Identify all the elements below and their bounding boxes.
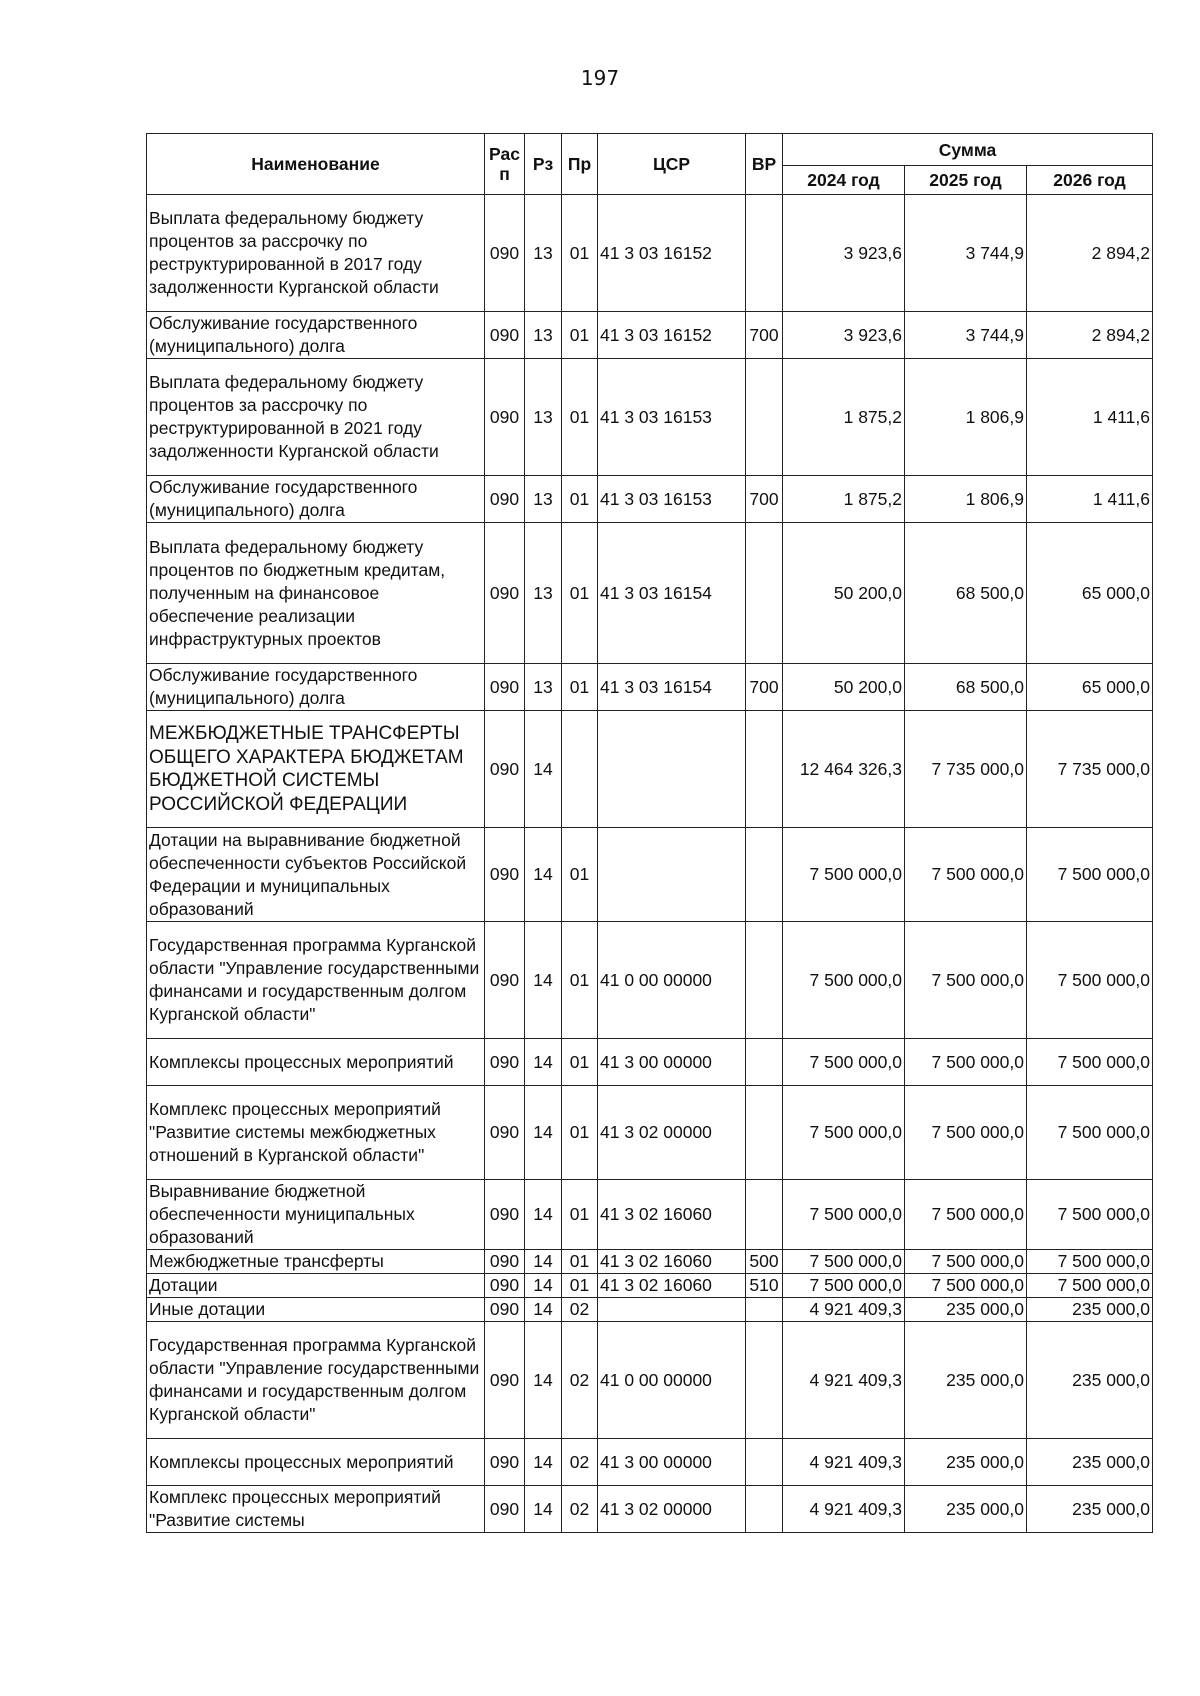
table-row (147, 828, 1153, 922)
row-sum-2025: 68 500,0 (905, 523, 1027, 664)
header-summa: Сумма (783, 134, 1153, 166)
row-vr (746, 1180, 783, 1250)
row-name: Обслуживание государственного (муниципального) долга (147, 312, 485, 359)
row-sum-2024: 7 500 000,0 (783, 1039, 905, 1086)
row-vr (746, 1298, 783, 1322)
table-row (147, 1322, 1153, 1439)
table-row (147, 1298, 1153, 1322)
row-sum-2025: 7 500 000,0 (905, 922, 1027, 1039)
row-rasp: 090 (485, 523, 525, 664)
row-rz: 14 (525, 1039, 562, 1086)
row-sum-2025: 7 500 000,0 (905, 1274, 1027, 1298)
row-rz: 13 (525, 523, 562, 664)
row-name: Дотации на выравнивание бюджетной обеспеченности субъектов Российской Федерации и муниципальных образований (147, 828, 485, 922)
row-csr: 41 3 03 16152 (598, 195, 746, 312)
table-row (147, 476, 1153, 523)
row-name: Государственная программа Курганской области "Управление государственными финансами и государственным долгом Курганской области" (147, 1322, 485, 1439)
row-sum-2026: 7 500 000,0 (1027, 922, 1153, 1039)
row-vr (746, 359, 783, 476)
row-sum-2026: 2 894,2 (1027, 195, 1153, 312)
row-pr: 01 (562, 1180, 598, 1250)
row-sum-2024: 7 500 000,0 (783, 1274, 905, 1298)
table-row (147, 1250, 1153, 1274)
row-rz: 14 (525, 1486, 562, 1533)
row-sum-2025: 7 500 000,0 (905, 1039, 1027, 1086)
row-sum-2024: 1 875,2 (783, 476, 905, 523)
row-rz: 14 (525, 922, 562, 1039)
table-row (147, 664, 1153, 711)
row-rz: 14 (525, 1250, 562, 1274)
row-rasp: 090 (485, 1180, 525, 1250)
row-rz: 14 (525, 1298, 562, 1322)
row-rasp: 090 (485, 1298, 525, 1322)
row-csr: 41 0 00 00000 (598, 922, 746, 1039)
row-rasp: 090 (485, 664, 525, 711)
row-rz: 14 (525, 1322, 562, 1439)
row-pr: 01 (562, 1274, 598, 1298)
row-rasp: 090 (485, 476, 525, 523)
row-sum-2025: 1 806,9 (905, 476, 1027, 523)
row-sum-2024: 12 464 326,3 (783, 711, 905, 828)
row-vr (746, 523, 783, 664)
row-sum-2025: 7 500 000,0 (905, 1086, 1027, 1180)
row-rasp: 090 (485, 312, 525, 359)
row-sum-2026: 7 500 000,0 (1027, 1039, 1153, 1086)
row-sum-2026: 235 000,0 (1027, 1298, 1153, 1322)
table-row (147, 1486, 1153, 1533)
row-sum-2026: 7 500 000,0 (1027, 1250, 1153, 1274)
row-sum-2025: 68 500,0 (905, 664, 1027, 711)
row-sum-2026: 7 500 000,0 (1027, 1274, 1153, 1298)
row-vr (746, 711, 783, 828)
row-rasp: 090 (485, 1322, 525, 1439)
header-rasp: Рас п (485, 134, 525, 195)
table-row (147, 1439, 1153, 1486)
row-name: Межбюджетные трансферты (147, 1250, 485, 1274)
row-csr (598, 828, 746, 922)
row-sum-2024: 4 921 409,3 (783, 1298, 905, 1322)
table-row (147, 195, 1153, 312)
table-body (147, 195, 1153, 1533)
row-csr: 41 3 03 16154 (598, 664, 746, 711)
row-sum-2026: 65 000,0 (1027, 664, 1153, 711)
row-csr: 41 3 03 16153 (598, 359, 746, 476)
row-sum-2024: 4 921 409,3 (783, 1486, 905, 1533)
table-row (147, 711, 1153, 828)
row-sum-2026: 7 500 000,0 (1027, 828, 1153, 922)
row-vr: 500 (746, 1250, 783, 1274)
header-name: Наименование (147, 134, 485, 195)
row-rz: 14 (525, 828, 562, 922)
header-year-2026: 2026 год (1027, 166, 1153, 195)
row-name: Государственная программа Курганской области "Управление государственными финансами и государственным долгом Курганской области" (147, 922, 485, 1039)
row-sum-2024: 7 500 000,0 (783, 828, 905, 922)
row-vr (746, 1439, 783, 1486)
row-sum-2026: 65 000,0 (1027, 523, 1153, 664)
row-sum-2026: 1 411,6 (1027, 476, 1153, 523)
row-sum-2024: 50 200,0 (783, 523, 905, 664)
row-csr (598, 711, 746, 828)
row-sum-2024: 4 921 409,3 (783, 1322, 905, 1439)
header-year-2024: 2024 год (783, 166, 905, 195)
row-pr: 01 (562, 1086, 598, 1180)
row-rasp: 090 (485, 195, 525, 312)
header-csr: ЦСР (598, 134, 746, 195)
row-rz: 13 (525, 664, 562, 711)
row-csr: 41 3 02 16060 (598, 1274, 746, 1298)
row-rz: 13 (525, 359, 562, 476)
row-name: Выплата федеральному бюджету процентов за рассрочку по реструктурированной в 2021 году задолженности Курганской области (147, 359, 485, 476)
row-sum-2024: 50 200,0 (783, 664, 905, 711)
table-row (147, 922, 1153, 1039)
row-rasp: 090 (485, 922, 525, 1039)
row-sum-2025: 7 500 000,0 (905, 1250, 1027, 1274)
table-row (147, 1039, 1153, 1086)
row-sum-2026: 235 000,0 (1027, 1439, 1153, 1486)
row-pr: 01 (562, 1039, 598, 1086)
row-csr: 41 3 03 16154 (598, 523, 746, 664)
row-vr (746, 195, 783, 312)
budget-table (146, 133, 1153, 1533)
row-sum-2026: 2 894,2 (1027, 312, 1153, 359)
row-name: Комплекс процессных мероприятий "Развитие системы (147, 1486, 485, 1533)
row-sum-2025: 235 000,0 (905, 1322, 1027, 1439)
table-row (147, 1180, 1153, 1250)
row-csr: 41 3 02 16060 (598, 1250, 746, 1274)
row-sum-2025: 235 000,0 (905, 1486, 1027, 1533)
row-name: МЕЖБЮДЖЕТНЫЕ ТРАНСФЕРТЫ ОБЩЕГО ХАРАКТЕРА БЮДЖЕТАМ БЮДЖЕТНОЙ СИСТЕМЫ РОССИЙСКОЙ ФЕДЕРАЦИИ (147, 711, 485, 828)
row-vr (746, 922, 783, 1039)
row-rasp: 090 (485, 1086, 525, 1180)
page-number: 197 (580, 66, 620, 90)
row-name: Комплексы процессных мероприятий (147, 1439, 485, 1486)
row-sum-2026: 235 000,0 (1027, 1486, 1153, 1533)
row-vr (746, 1322, 783, 1439)
row-rz: 14 (525, 1274, 562, 1298)
row-sum-2026: 7 500 000,0 (1027, 1086, 1153, 1180)
row-pr: 01 (562, 922, 598, 1039)
row-vr: 510 (746, 1274, 783, 1298)
row-sum-2024: 7 500 000,0 (783, 1250, 905, 1274)
row-name: Иные дотации (147, 1298, 485, 1322)
row-vr: 700 (746, 312, 783, 359)
row-csr: 41 3 02 00000 (598, 1486, 746, 1533)
row-rasp: 090 (485, 1039, 525, 1086)
table-row (147, 523, 1153, 664)
row-vr (746, 828, 783, 922)
header-vr: ВР (746, 134, 783, 195)
table-row (147, 1274, 1153, 1298)
row-name: Комплекс процессных мероприятий "Развитие системы межбюджетных отношений в Курганской области" (147, 1086, 485, 1180)
table-row (147, 1086, 1153, 1180)
row-rasp: 090 (485, 1439, 525, 1486)
row-rasp: 090 (485, 359, 525, 476)
row-name: Дотации (147, 1274, 485, 1298)
row-pr: 01 (562, 828, 598, 922)
row-rz: 14 (525, 1086, 562, 1180)
row-rz: 14 (525, 1439, 562, 1486)
row-rasp: 090 (485, 711, 525, 828)
row-sum-2024: 1 875,2 (783, 359, 905, 476)
row-csr: 41 3 03 16153 (598, 476, 746, 523)
row-name: Выплата федеральному бюджету процентов по бюджетным кредитам, полученным на финансовое обеспечение реализации инфраструктурных проектов (147, 523, 485, 664)
row-name: Выравнивание бюджетной обеспеченности муниципальных образований (147, 1180, 485, 1250)
row-rz: 14 (525, 1180, 562, 1250)
row-csr: 41 3 02 00000 (598, 1086, 746, 1180)
row-rz: 13 (525, 312, 562, 359)
row-sum-2025: 7 500 000,0 (905, 1180, 1027, 1250)
row-rz: 13 (525, 195, 562, 312)
row-vr: 700 (746, 476, 783, 523)
row-vr (746, 1039, 783, 1086)
row-vr (746, 1086, 783, 1180)
row-csr: 41 3 03 16152 (598, 312, 746, 359)
table-row (147, 312, 1153, 359)
row-sum-2024: 4 921 409,3 (783, 1439, 905, 1486)
row-sum-2024: 7 500 000,0 (783, 922, 905, 1039)
row-rasp: 090 (485, 1486, 525, 1533)
row-rasp: 090 (485, 1250, 525, 1274)
row-vr: 700 (746, 664, 783, 711)
row-pr: 02 (562, 1322, 598, 1439)
row-sum-2025: 235 000,0 (905, 1298, 1027, 1322)
row-sum-2024: 7 500 000,0 (783, 1086, 905, 1180)
header-rz: Рз (525, 134, 562, 195)
row-sum-2025: 7 735 000,0 (905, 711, 1027, 828)
row-rasp: 090 (485, 828, 525, 922)
row-pr (562, 711, 598, 828)
row-pr: 01 (562, 312, 598, 359)
row-csr: 41 0 00 00000 (598, 1322, 746, 1439)
row-sum-2025: 1 806,9 (905, 359, 1027, 476)
row-name: Выплата федеральному бюджету процентов за рассрочку по реструктурированной в 2017 году задолженности Курганской области (147, 195, 485, 312)
row-csr: 41 3 02 16060 (598, 1180, 746, 1250)
row-sum-2024: 3 923,6 (783, 312, 905, 359)
row-sum-2024: 7 500 000,0 (783, 1180, 905, 1250)
row-rz: 14 (525, 711, 562, 828)
row-vr (746, 1486, 783, 1533)
row-csr: 41 3 00 00000 (598, 1039, 746, 1086)
row-pr: 01 (562, 359, 598, 476)
row-name: Комплексы процессных мероприятий (147, 1039, 485, 1086)
row-pr: 02 (562, 1439, 598, 1486)
row-pr: 01 (562, 1250, 598, 1274)
table-row (147, 359, 1153, 476)
row-pr: 02 (562, 1486, 598, 1533)
row-pr: 01 (562, 664, 598, 711)
row-sum-2026: 7 500 000,0 (1027, 1180, 1153, 1250)
row-name: Обслуживание государственного (муниципального) долга (147, 476, 485, 523)
row-sum-2025: 7 500 000,0 (905, 828, 1027, 922)
row-csr: 41 3 00 00000 (598, 1439, 746, 1486)
row-pr: 02 (562, 1298, 598, 1322)
row-sum-2025: 235 000,0 (905, 1439, 1027, 1486)
row-sum-2026: 1 411,6 (1027, 359, 1153, 476)
header-pr: Пр (562, 134, 598, 195)
row-pr: 01 (562, 523, 598, 664)
table-header (147, 134, 1153, 195)
row-sum-2025: 3 744,9 (905, 195, 1027, 312)
row-sum-2025: 3 744,9 (905, 312, 1027, 359)
row-csr (598, 1298, 746, 1322)
row-pr: 01 (562, 476, 598, 523)
header-year-2025: 2025 год (905, 166, 1027, 195)
row-pr: 01 (562, 195, 598, 312)
row-rz: 13 (525, 476, 562, 523)
row-rasp: 090 (485, 1274, 525, 1298)
row-sum-2024: 3 923,6 (783, 195, 905, 312)
row-name: Обслуживание государственного (муниципального) долга (147, 664, 485, 711)
row-sum-2026: 7 735 000,0 (1027, 711, 1153, 828)
row-sum-2026: 235 000,0 (1027, 1322, 1153, 1439)
